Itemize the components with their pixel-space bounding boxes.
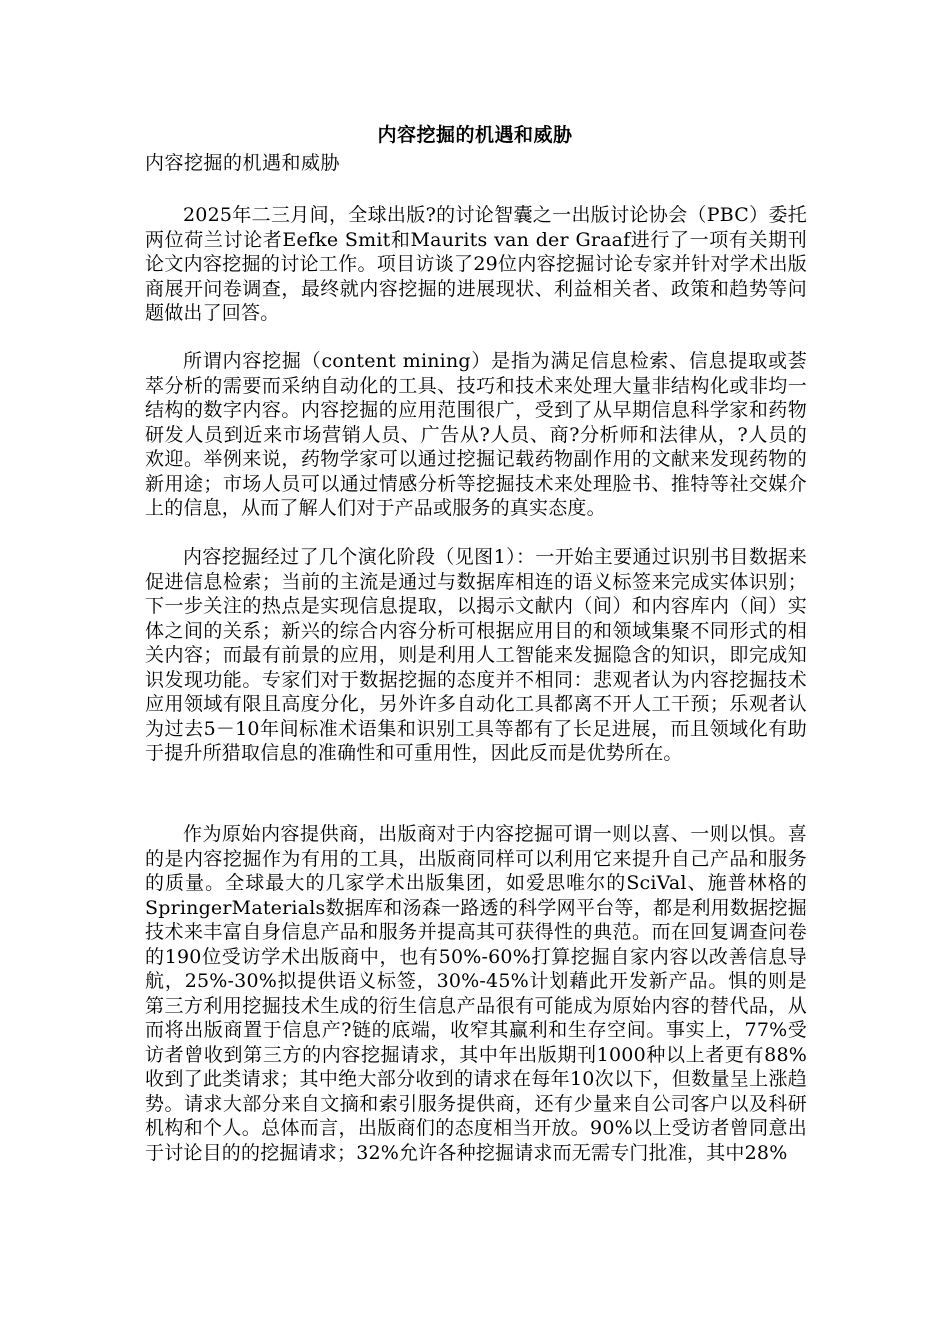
paragraph-evolution: 内容挖掘经过了几个演化阶段（见图1）：一开始主要通过识别书目数据来促进信息检索；当前的主流是通过与数据库相连的语义标签来完成实体识别；下一步关注的热点是实现信息提取，以揭示文献内（间）和内容库内（间）实体之间的关系；新兴的综合内容分析可根据应用目的和领域集聚不同形式的相关内容；而最有前景的应用，则是利用人工智能来发掘隐含的知识，即完成知识发现功能。专家们对于数据挖掘的态度并不相同：悲观者认为内容挖掘技术应用领域有限且高度分化，另外许多自动化工具都离不开人工干预；乐观者认为过去5－10年间标准术语集和识别工具等都有了长足进展，而且领域化有助于提升所猎取信息的准确性和可重用性，因此反而是优势所在。 — [145, 546, 807, 764]
document-title: 内容挖掘的机遇和威胁 — [377, 124, 573, 146]
paragraph-publishers: 作为原始内容提供商，出版商对于内容挖掘可谓一则以喜、一则以惧。喜的是内容挖掘作为有用的工具，出版商同样可以利用它来提升自己产品和服务的质量。全球最大的几家学术出版集团，如爱思唯尔的SciVal、施普林格的SpringerMaterials数据库和汤森一路透的科学网平台等，都是利用数据挖掘技术来丰富自身信息产品和服务并提高其可获得性的典范。而在回复调查问卷的190位受访学术出版商中，也有50%-60%打算挖掘自家内容以改善信息导航，25%-30%拟提供语义标签，30%-45%计划藉此开发新产品。惧的则是第三方利用挖掘技术生成的衍生信息产品很有可能成为原始内容的替代品，从而将出版商置于信息产?链的底端，收窄其赢利和生存空间。事实上，77%受访者曾收到第三方的内容挖掘请求，其中年出版期刊1000种以上者更有88%收到了此类请求；其中绝大部分收到的请求在每年10次以下，但数量呈上涨趋势。请求大部分来自文摘和索引服务提供商，还有少量来自公司客户以及科研机构和个人。总体而言，出版商们的态度相当开放。90%以上受访者曾同意出于讨论目的的挖掘请求；32%允许各种挖掘请求而无需专门批准，其中28% — [145, 823, 807, 1164]
paragraph-definition: 所谓内容挖掘（content mining）是指为满足信息检索、信息提取或荟萃分析的需要而采纳自动化的工具、技巧和技术来处理大量非结构化或非均一结构的数字内容。内容挖掘的应用范围很广，受到了从早期信息科学家和药物研发人员到近来市场营销人员、广告从?人员、商?分析师和法律从，?人员的欢迎。举例来说，药物学家可以通过挖掘记载药物副作用的文献来发现药物的新用途；市场人员可以通过情感分析等挖掘技术来处理脸书、推特等社交媒介上的信息，从而了解人们对于产品或服务的真实态度。 — [145, 350, 807, 519]
paragraph-intro: 2025年二三月间，全球出版?的讨论智囊之一出版讨论协会（PBC）委托两位荷兰讨论者Eefke Smit和Maurits van der Graaf进行了一项有关期刊论文内容挖掘的讨论工作。项目访谈了29位内容挖掘讨论专家并针对学术出版商展开问卷调查，最终就内容挖掘的进展现状、利益相关者、政策和趋势等问题做出了回答。 — [145, 204, 807, 324]
document-subtitle: 内容挖掘的机遇和威胁 — [145, 152, 341, 174]
